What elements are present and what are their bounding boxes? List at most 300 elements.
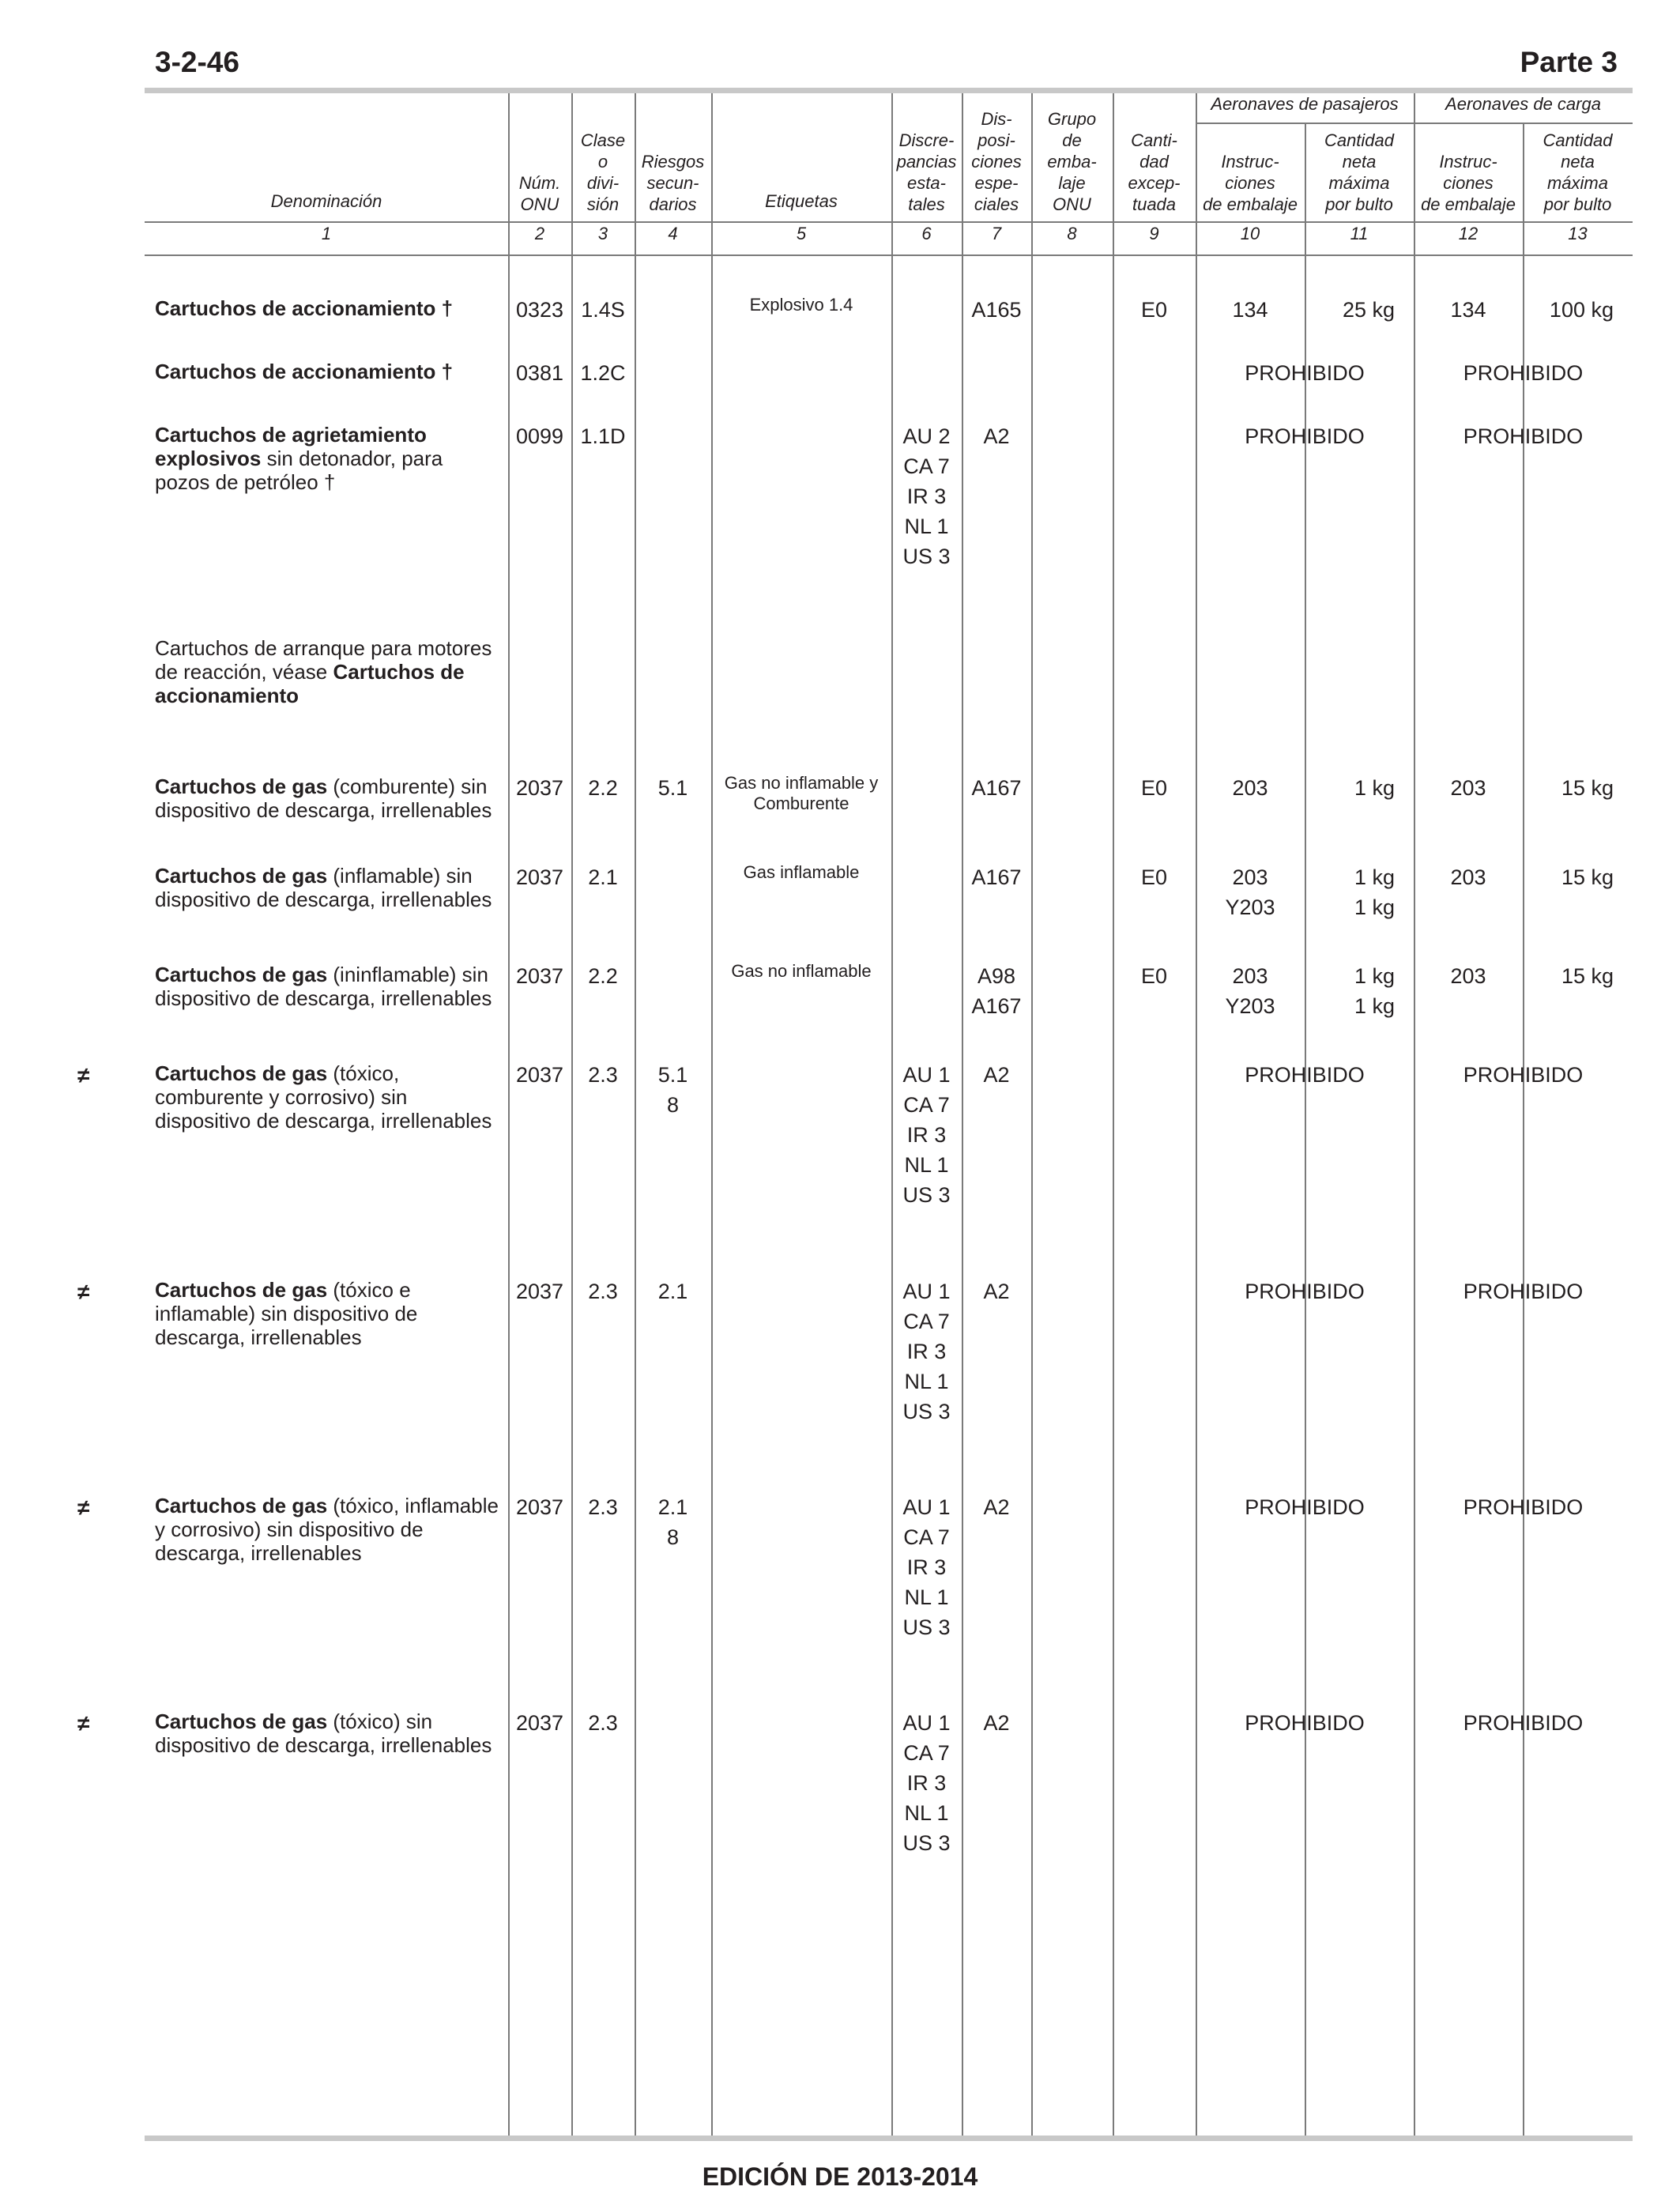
column-number: 1 [321, 224, 332, 243]
header-grupo-line: emba- [1047, 152, 1097, 172]
passenger-packing-instruction-line: 203 [1232, 776, 1268, 800]
passenger-prohibited [1196, 421, 1414, 451]
denomination-text: (tóxico) sin dispositivo de descarga, irrellenables [155, 1710, 492, 1757]
passenger-packing-instruction-line: 203 [1232, 865, 1268, 889]
state-variations-line: CA 7 [903, 454, 950, 478]
hazard-label-line: Gas no inflamable y [724, 773, 879, 793]
cargo-prohibited-part: PROH [1463, 1711, 1525, 1735]
state-variations-line: US 3 [902, 1400, 951, 1423]
header-disposiciones-line: Dis- [981, 109, 1012, 129]
un-number-line: 2037 [515, 964, 564, 988]
passenger-max-quantity-line: 1 kg [1354, 895, 1395, 919]
un-number [508, 1492, 571, 1522]
header-clase-line: divi- [586, 173, 620, 193]
class-division-line: 2.3 [588, 1063, 618, 1087]
header-num-onu-line: ONU [520, 194, 559, 214]
class-division [571, 773, 635, 803]
header-cargo-cantidad-line: Cantidad [1543, 130, 1613, 150]
state-variations-line: US 3 [902, 1831, 951, 1855]
state-variations-line: NL 1 [904, 1801, 949, 1825]
subsidiary-risk-line: 5.1 [657, 1063, 688, 1087]
header-grupo-line: Grupo [1047, 109, 1097, 129]
passenger-aircraft-group: Aeronaves de pasajeros [1211, 94, 1399, 114]
passenger-prohibited-part: PROH [1245, 1280, 1307, 1303]
denomination-bold: Cartuchos de gas [155, 1278, 328, 1302]
passenger-prohibited-part: IBIDO [1306, 1063, 1365, 1087]
cargo-prohibited [1414, 1492, 1633, 1522]
cargo-prohibited-part: IBIDO [1524, 361, 1584, 385]
class-division [571, 1276, 635, 1306]
state-variations [891, 1492, 962, 1642]
cargo-prohibited-part: IBIDO [1524, 1280, 1584, 1303]
column-number: 5 [796, 224, 807, 243]
passenger-max-quantity-line: 1 kg [1354, 776, 1395, 800]
cargo-prohibited-part: PROH [1463, 1063, 1525, 1087]
denomination [155, 1494, 503, 1565]
header-pax-cantidad-line: Cantidad [1324, 130, 1395, 150]
header-cargo-instrucciones-line: de embalaje [1421, 194, 1516, 214]
header-grupo-line: de [1062, 130, 1082, 150]
un-number [508, 1708, 571, 1738]
hazard-label [711, 961, 891, 982]
header-discrepancias [891, 95, 962, 215]
special-provisions-line: A2 [983, 1495, 1010, 1519]
special-provisions-line: A2 [983, 1280, 1010, 1303]
un-number [508, 421, 571, 451]
header-riesgos-line: secun- [646, 173, 699, 193]
column-divider [711, 93, 713, 2136]
class-division-line: 1.4S [581, 298, 625, 322]
column-number-divider [145, 254, 1633, 256]
header-disposiciones-line: posi- [977, 130, 1015, 150]
header-cargo-cantidad-line: máxima [1546, 173, 1608, 193]
cargo-packing-instruction-line: 203 [1450, 964, 1486, 988]
cargo-max-quantity [1523, 862, 1614, 892]
denomination-bold: Cartuchos de gas [155, 1061, 328, 1085]
column-number: 6 [921, 224, 932, 243]
state-variations-line: US 3 [902, 1615, 951, 1639]
passenger-prohibited-part: PROH [1245, 361, 1307, 385]
header-cargo-instrucciones-line: ciones [1443, 173, 1494, 193]
hazard-label-line: Explosivo 1.4 [749, 295, 853, 315]
subsidiary-risk [635, 1492, 711, 1552]
un-number [508, 295, 571, 325]
header-cargo-cantidad-line: neta [1561, 152, 1595, 172]
header-disposiciones [962, 95, 1031, 215]
header-disposiciones-line: ciales [974, 194, 1019, 214]
special-provisions-line: A167 [971, 994, 1022, 1018]
column-divider [1031, 93, 1033, 2136]
class-division-line: 2.2 [588, 776, 618, 800]
special-provisions [962, 1060, 1031, 1090]
passenger-max-quantity [1305, 862, 1395, 922]
state-variations-line: CA 7 [903, 1310, 950, 1333]
state-variations [891, 1060, 962, 1210]
header-discrepancias-line: esta- [907, 173, 946, 193]
not-equal-marker: ≠ [77, 1495, 90, 1520]
column-divider [508, 93, 510, 2136]
header-clase-line: sión [586, 194, 620, 214]
excepted-quantity-line: E0 [1140, 298, 1168, 322]
un-number [508, 961, 571, 991]
cargo-packing-instruction [1414, 961, 1523, 991]
column-number: 9 [1149, 224, 1159, 243]
special-provisions [962, 862, 1031, 892]
denomination-text: (tóxico, comburente y corrosivo) sin dispositivo de descarga, irrellenables [155, 1061, 492, 1133]
header-num-onu-line: Núm. [518, 173, 561, 193]
header-cantidad-exceptuada [1113, 95, 1196, 215]
header-grupo-line: ONU [1053, 194, 1091, 214]
passenger-prohibited-part: IBIDO [1306, 361, 1365, 385]
denomination-text: Cartuchos de arranque para motores de reacción, véase [155, 636, 492, 684]
cargo-max-quantity [1523, 295, 1614, 325]
denomination-bold: Cartuchos de accionamiento [155, 660, 465, 707]
passenger-max-quantity-line: 1 kg [1354, 964, 1395, 988]
denomination-text: (inflamable) sin dispositivo de descarga, irrellenables [155, 864, 492, 911]
class-division [571, 1060, 635, 1090]
state-variations-line: CA 7 [903, 1741, 950, 1765]
header-grupo-line: laje [1058, 173, 1086, 193]
denomination-text: (tóxico e inflamable) sin dispositivo de descarga, irrellenables [155, 1278, 418, 1349]
un-number-line: 0099 [515, 424, 564, 448]
state-variations-line: IR 3 [906, 1555, 947, 1579]
state-variations-line: US 3 [902, 1183, 951, 1207]
special-provisions-line: A2 [983, 1063, 1010, 1087]
denomination-bold: Cartuchos de accionamiento † [155, 296, 454, 320]
denomination [155, 423, 503, 494]
state-variations-line: NL 1 [904, 1153, 949, 1177]
un-number-line: 0381 [515, 361, 564, 385]
header-denominacion-line: Denominación [270, 191, 382, 211]
column-number: 11 [1350, 224, 1369, 243]
class-division-line: 1.2C [580, 361, 626, 385]
cargo-prohibited [1414, 1060, 1633, 1090]
cargo-packing-instruction [1414, 295, 1523, 325]
un-number [508, 1276, 571, 1306]
denomination-bold: Cartuchos de accionamiento † [155, 360, 454, 383]
denomination-bold: Cartuchos de gas [155, 775, 328, 798]
class-division-line: 1.1D [580, 424, 626, 448]
special-provisions [962, 1708, 1031, 1738]
cargo-prohibited-part: PROH [1463, 361, 1525, 385]
excepted-quantity [1113, 295, 1196, 325]
special-provisions [962, 1276, 1031, 1306]
header-pax-instrucciones [1196, 126, 1305, 215]
column-number: 4 [668, 224, 678, 243]
class-division [571, 421, 635, 451]
cargo-packing-instruction-line: 203 [1450, 865, 1486, 889]
denomination-text: sin detonador, para pozos de petróleo † [155, 447, 443, 494]
header-discrepancias-line: tales [908, 194, 945, 214]
denomination [155, 360, 503, 383]
passenger-prohibited [1196, 1492, 1414, 1522]
header-disposiciones-line: ciones [971, 152, 1022, 172]
special-provisions [962, 961, 1031, 1021]
not-equal-marker: ≠ [77, 1711, 90, 1736]
header-pax-instrucciones-line: ciones [1225, 173, 1275, 193]
hazard-label-line: Comburente [753, 794, 849, 813]
passenger-prohibited-part: PROH [1245, 1495, 1307, 1519]
un-number-line: 2037 [515, 1063, 564, 1087]
header-cantidad-exceptuada-line: dad [1139, 152, 1169, 172]
un-number-line: 2037 [515, 1495, 564, 1519]
passenger-prohibited-part: IBIDO [1306, 1280, 1365, 1303]
cargo-prohibited-part: PROH [1463, 1280, 1525, 1303]
passenger-packing-instruction-line: Y203 [1225, 994, 1275, 1018]
class-division [571, 358, 635, 388]
excepted-quantity-line: E0 [1140, 964, 1168, 988]
passenger-max-quantity [1305, 961, 1395, 1021]
state-variations-line: AU 1 [902, 1063, 951, 1087]
header-grupo [1031, 95, 1113, 215]
denomination-text: (tóxico, inflamable y corrosivo) sin dispositivo de descarga, irrellenables [155, 1494, 499, 1565]
cargo-prohibited-part: IBIDO [1524, 424, 1584, 448]
header-cargo-instrucciones [1414, 126, 1523, 215]
passenger-packing-instruction-line: Y203 [1225, 895, 1275, 919]
header-riesgos-line: Riesgos [641, 152, 705, 172]
header-cantidad-exceptuada-line: tuada [1132, 194, 1177, 214]
cargo-max-quantity [1523, 773, 1614, 803]
passenger-packing-instruction-line: 134 [1232, 298, 1268, 322]
edition-footer: EDICIÓN DE 2013-2014 [702, 2162, 978, 2191]
denomination-bold: Cartuchos de gas [155, 1494, 328, 1517]
cargo-packing-instruction-line: 203 [1450, 776, 1486, 800]
header-riesgos [635, 95, 711, 215]
state-variations [891, 1276, 962, 1427]
passenger-prohibited-part: PROH [1245, 1711, 1307, 1735]
un-number [508, 773, 571, 803]
column-number: 13 [1568, 224, 1588, 243]
denomination-bold: Cartuchos de gas [155, 864, 328, 888]
column-divider [1113, 93, 1114, 2136]
column-number: 8 [1067, 224, 1077, 243]
passenger-packing-instruction [1196, 773, 1305, 803]
subsidiary-risk [635, 1276, 711, 1306]
special-provisions-line: A167 [971, 865, 1022, 889]
passenger-packing-instruction [1196, 295, 1305, 325]
denomination [155, 1061, 503, 1133]
header-cantidad-exceptuada-line: Canti- [1131, 130, 1177, 150]
column-number: 12 [1458, 224, 1478, 243]
subsidiary-risk-line: 8 [666, 1093, 680, 1117]
passenger-packing-instruction [1196, 961, 1305, 1021]
header-cargo-cantidad-line: por bulto [1543, 194, 1612, 214]
denomination [155, 963, 503, 1010]
passenger-prohibited-part: IBIDO [1306, 1711, 1365, 1735]
header-pax-cantidad-line: por bulto [1325, 194, 1393, 214]
special-provisions [962, 295, 1031, 325]
cargo-prohibited-part: IBIDO [1524, 1495, 1584, 1519]
passenger-prohibited-part: IBIDO [1306, 1495, 1365, 1519]
excepted-quantity [1113, 773, 1196, 803]
state-variations-line: IR 3 [906, 1340, 947, 1363]
denomination [155, 775, 503, 822]
excepted-quantity [1113, 862, 1196, 892]
cargo-prohibited [1414, 1708, 1633, 1738]
passenger-packing-instruction-line: 203 [1232, 964, 1268, 988]
un-number [508, 862, 571, 892]
header-disposiciones-line: espe- [974, 173, 1019, 193]
special-provisions-line: A165 [971, 298, 1022, 322]
header-etiquetas [711, 95, 891, 212]
class-division [571, 862, 635, 892]
group-header-divider [1196, 123, 1633, 124]
excepted-quantity [1113, 961, 1196, 991]
denomination [155, 1278, 503, 1349]
subsidiary-risk-line: 8 [666, 1525, 680, 1549]
cargo-prohibited [1414, 358, 1633, 388]
denomination-bold: Cartuchos de gas [155, 963, 328, 986]
state-variations-line: AU 1 [902, 1495, 951, 1519]
denomination [155, 636, 503, 707]
subsidiary-risk-line: 5.1 [657, 776, 688, 800]
state-variations [891, 1708, 962, 1858]
passenger-prohibited [1196, 1276, 1414, 1306]
un-number-line: 0323 [515, 298, 564, 322]
denomination-text: (comburente) sin dispositivo de descarga, irrellenables [155, 775, 492, 822]
class-division-line: 2.3 [588, 1280, 618, 1303]
excepted-quantity-line: E0 [1140, 776, 1168, 800]
cargo-prohibited-part: PROH [1463, 424, 1525, 448]
cargo-aircraft-group: Aeronaves de carga [1445, 94, 1601, 114]
state-variations-line: CA 7 [903, 1093, 950, 1117]
denomination [155, 1710, 503, 1757]
state-variations-line: NL 1 [904, 1585, 949, 1609]
column-divider [571, 93, 573, 2136]
header-pax-instrucciones-line: Instruc- [1221, 152, 1279, 172]
denomination [155, 864, 503, 911]
hazard-label [711, 862, 891, 883]
class-division [571, 961, 635, 991]
passenger-packing-instruction [1196, 862, 1305, 922]
denomination-bold: Cartuchos de agrietamiento explosivos [155, 423, 427, 470]
cargo-max-quantity-line: 100 kg [1549, 298, 1614, 322]
passenger-max-quantity [1305, 295, 1395, 325]
state-variations-line: IR 3 [906, 1771, 947, 1795]
passenger-prohibited-part: PROH [1245, 1063, 1307, 1087]
un-number-line: 2037 [515, 776, 564, 800]
state-variations [891, 421, 962, 571]
passenger-max-quantity-line: 1 kg [1354, 865, 1395, 889]
state-variations-line: AU 1 [902, 1280, 951, 1303]
cargo-prohibited [1414, 421, 1633, 451]
header-cargo-cantidad [1523, 126, 1633, 215]
column-number: 10 [1240, 224, 1260, 243]
cargo-packing-instruction [1414, 773, 1523, 803]
cargo-max-quantity-line: 15 kg [1561, 865, 1614, 889]
header-discrepancias-line: Discre- [898, 130, 955, 150]
special-provisions-line: A2 [983, 424, 1010, 448]
passenger-prohibited-part: PROH [1245, 424, 1307, 448]
special-provisions [962, 773, 1031, 803]
passenger-prohibited [1196, 1708, 1414, 1738]
class-division-line: 2.3 [588, 1711, 618, 1735]
header-riesgos-line: darios [649, 194, 697, 214]
denomination-bold: Cartuchos de gas [155, 1710, 328, 1733]
column-divider [1414, 93, 1415, 2136]
cargo-prohibited-part: IBIDO [1524, 1063, 1584, 1087]
state-variations-line: US 3 [902, 545, 951, 568]
denomination [155, 296, 503, 320]
header-denominacion [145, 95, 508, 212]
column-number: 3 [597, 224, 608, 243]
header-clase-line: Clase [580, 130, 626, 150]
header-pax-cantidad-line: máxima [1328, 173, 1390, 193]
header-divider [145, 221, 1633, 223]
class-division [571, 295, 635, 325]
header-pax-cantidad [1305, 126, 1414, 215]
subsidiary-risk [635, 773, 711, 803]
state-variations-line: AU 1 [902, 1711, 951, 1735]
cargo-prohibited [1414, 1276, 1633, 1306]
cargo-packing-instruction [1414, 862, 1523, 892]
denomination-text: (ininflamable) sin dispositivo de descarga, irrellenables [155, 963, 492, 1010]
un-number-line: 2037 [515, 1280, 564, 1303]
top-rule [145, 88, 1633, 93]
state-variations-line: IR 3 [906, 1123, 947, 1147]
state-variations-line: NL 1 [904, 515, 949, 538]
state-variations-line: CA 7 [903, 1525, 950, 1549]
cargo-packing-instruction-line: 134 [1450, 298, 1486, 322]
state-variations-line: AU 2 [902, 424, 951, 448]
passenger-prohibited [1196, 358, 1414, 388]
page-number: 3-2-46 [155, 46, 239, 78]
excepted-quantity-line: E0 [1140, 865, 1168, 889]
special-provisions-line: A167 [971, 776, 1022, 800]
special-provisions-line: A2 [983, 1711, 1010, 1735]
special-provisions-line: A98 [977, 964, 1016, 988]
class-division [571, 1492, 635, 1522]
state-variations-line: NL 1 [904, 1370, 949, 1393]
column-number: 7 [991, 224, 1002, 243]
class-division-line: 2.3 [588, 1495, 618, 1519]
passenger-max-quantity-line: 25 kg [1342, 298, 1395, 322]
state-variations-line: IR 3 [906, 484, 947, 508]
class-division-line: 2.1 [588, 865, 618, 889]
class-division [571, 1708, 635, 1738]
cargo-max-quantity-line: 15 kg [1561, 964, 1614, 988]
cargo-max-quantity [1523, 961, 1614, 991]
hazard-label [711, 773, 891, 814]
passenger-max-quantity-line: 1 kg [1354, 994, 1395, 1018]
un-number-line: 2037 [515, 1711, 564, 1735]
hazard-label [711, 295, 891, 315]
not-equal-marker: ≠ [77, 1280, 90, 1304]
header-num-onu [508, 95, 571, 215]
hazard-label-line: Gas no inflamable [731, 961, 872, 981]
passenger-prohibited-part: IBIDO [1306, 424, 1365, 448]
header-pax-cantidad-line: neta [1342, 152, 1377, 172]
header-clase [571, 95, 635, 215]
column-divider [1196, 93, 1197, 2136]
header-etiquetas-line: Etiquetas [765, 191, 838, 211]
class-division-line: 2.2 [588, 964, 618, 988]
cargo-prohibited-part: PROH [1463, 1495, 1525, 1519]
special-provisions [962, 421, 1031, 451]
un-number [508, 358, 571, 388]
special-provisions [962, 1492, 1031, 1522]
cargo-prohibited-part: IBIDO [1524, 1711, 1584, 1735]
header-clase-line: o [597, 152, 608, 172]
header-discrepancias-line: pancias [896, 152, 957, 172]
subsidiary-risk-line: 2.1 [657, 1495, 688, 1519]
subsidiary-risk [635, 1060, 711, 1120]
not-equal-marker: ≠ [77, 1063, 90, 1088]
column-number: 2 [534, 224, 545, 243]
un-number [508, 1060, 571, 1090]
cargo-max-quantity-line: 15 kg [1561, 776, 1614, 800]
header-pax-instrucciones-line: de embalaje [1203, 194, 1298, 214]
